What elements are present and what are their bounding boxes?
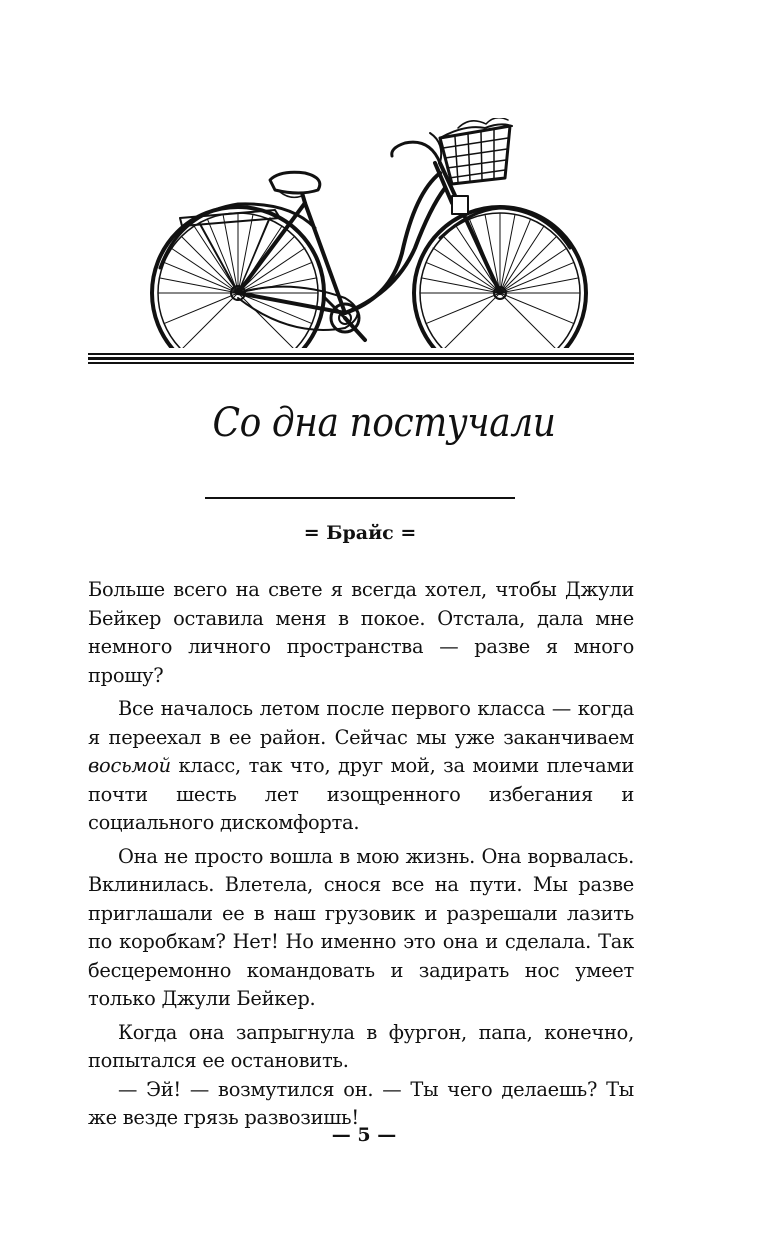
narrator-heading: = Брайс =	[303, 522, 417, 544]
chapter-body	[88, 576, 634, 1138]
illustration-underline	[88, 353, 634, 365]
paragraph-3: Она не просто вошла в мою жизнь. Она ворвалась. Вклинилась. Влетела, снося все на пути. Мы разве приглашали ее в наш грузовик и разрешали лазить по коробкам? Нет! Но именно это она и сделала. Так бесцеремонно командовать и задирать нос умеет только Джули Бейкер.	[88, 844, 634, 1010]
paragraph-1: Больше всего на свете я всегда хотел, чтобы Джули Бейкер оставила меня в покое. Отстала, дала мне немного личного пространства — разве я много прошу?	[88, 578, 634, 687]
paragraph-2	[88, 695, 634, 838]
paragraph-2-start: Все началось летом после первого класса — когда я переехал в ее район. Сейчас мы уже заканчиваем	[88, 697, 634, 749]
title-divider	[205, 497, 515, 499]
bicycle-with-basket-icon	[140, 118, 590, 348]
basket	[440, 118, 512, 184]
front-wheel	[414, 207, 586, 348]
paragraph-4: Когда она запрыгнула в фургон, папа, конечно, попытался ее остановить.	[88, 1020, 634, 1072]
paragraph-5: — Эй! — возмутился он. — Ты чего делаешь? Ты же везде грязь развозишь!	[88, 1077, 634, 1129]
paragraph-2-emphasis: восьмой	[88, 754, 171, 777]
chapter-title: Со дна постучали	[212, 400, 556, 446]
paragraph-2-end: класс, так что, друг мой, за моими плечами почти шесть лет изощренного избегания и социального дискомфорта.	[88, 754, 634, 834]
page-number: — 5 —	[331, 1124, 397, 1146]
